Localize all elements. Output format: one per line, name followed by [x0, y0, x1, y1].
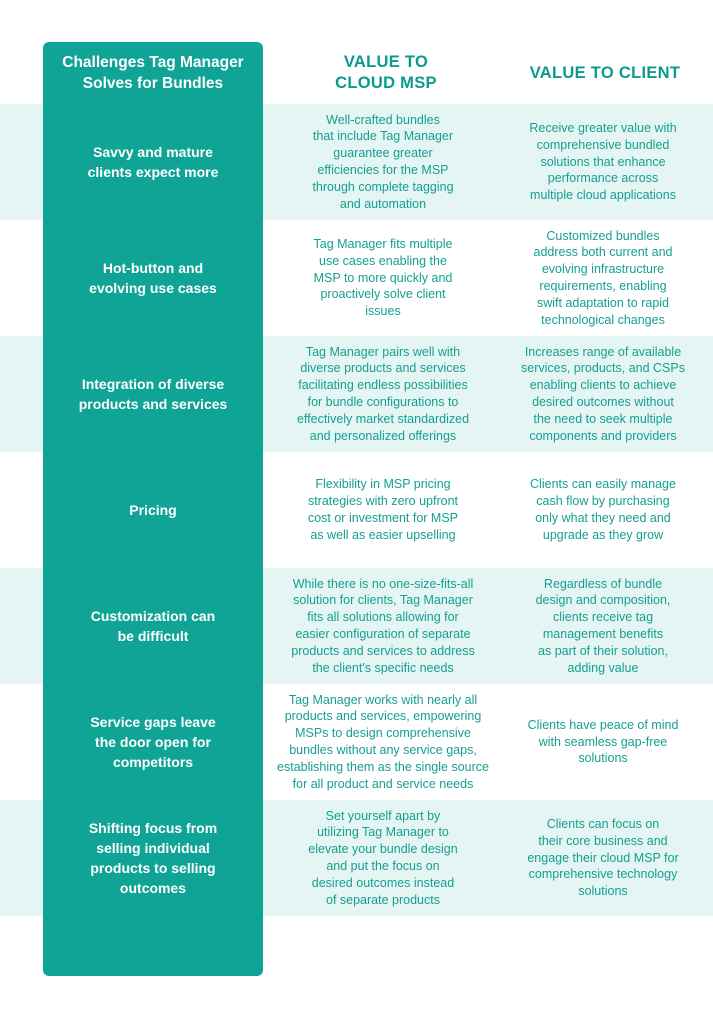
challenge-cell — [43, 336, 263, 452]
header-client-text: VALUE TO CLIENT — [529, 63, 681, 82]
header-challenges — [43, 42, 263, 104]
challenge-text: Shifting focus from selling individual products to selling outcomes — [88, 820, 218, 896]
msp-value-cell — [270, 800, 496, 916]
client-value-cell — [505, 800, 701, 916]
client-value-text: Clients have peace of mind with seamless gap-free solutions — [527, 717, 679, 766]
msp-value-text: Well-crafted bundles that include Tag Manager guarantee greater efficiencies for the MSP through complete tagging and automation — [312, 112, 454, 211]
challenge-text: Integration of diverse products and services — [78, 376, 228, 412]
challenge-text: Hot-button and evolving use cases — [89, 260, 217, 296]
challenge-cell — [43, 220, 263, 336]
challenge-cell — [43, 104, 263, 220]
client-value-cell — [505, 336, 701, 452]
msp-value-cell — [270, 220, 496, 336]
challenge-text: Customization can be difficult — [90, 608, 216, 644]
challenge-cell — [43, 684, 263, 800]
client-value-text: Receive greater value with comprehensive bundled solutions that enhance performance across multiple cloud applications — [529, 121, 677, 203]
msp-value-text: While there is no one-size-fits-all solution for clients, Tag Manager fits all solutions allowing for easier configuration of separate products and services to address the client's specific needs — [291, 576, 475, 675]
msp-value-cell — [270, 568, 496, 684]
challenge-text: Savvy and mature clients expect more — [87, 144, 219, 180]
client-value-text: Regardless of bundle design and composition, clients receive tag management benefits as part of their solution, adding value — [535, 576, 671, 675]
msp-value-text: Tag Manager fits multiple use cases enabling the MSP to more quickly and proactively solve client issues — [313, 237, 453, 319]
client-value-text: Clients can easily manage cash flow by purchasing only what they need and upgrade as they grow — [530, 477, 676, 542]
client-value-text: Clients can focus on their core business and engage their cloud MSP for comprehensive technology solutions — [527, 817, 679, 899]
msp-value-cell — [270, 452, 496, 568]
header-value-to-client — [506, 42, 704, 104]
msp-value-cell — [270, 684, 496, 800]
client-value-cell — [505, 452, 701, 568]
msp-value-text: Tag Manager pairs well with diverse products and services facilitating endless possibilities for bundle configurations to effectively market standardized and personalized offerings — [296, 344, 470, 443]
header-msp-text: VALUE TO CLOUD MSP — [335, 53, 437, 92]
client-value-text: Increases range of available services, products, and CSPs enabling clients to achieve desired outcomes without the need to seek multiple components and providers — [521, 344, 685, 443]
msp-value-cell — [270, 336, 496, 452]
challenge-cell — [43, 568, 263, 684]
msp-value-cell — [270, 104, 496, 220]
client-value-cell — [505, 568, 701, 684]
challenge-text: Pricing — [129, 502, 177, 518]
msp-value-text: Flexibility in MSP pricing strategies with zero upfront cost or investment for MSP as well as easier upselling — [307, 477, 459, 542]
msp-value-text: Tag Manager works with nearly all products and services, empowering MSPs to design comprehensive bundles without any service gaps, establishing them as the single source for all product and service needs — [277, 692, 489, 791]
challenge-cell — [43, 800, 263, 916]
client-value-cell — [505, 220, 701, 336]
challenge-text: Service gaps leave the door open for competitors — [90, 714, 216, 770]
header-value-to-msp — [273, 42, 499, 104]
challenge-cell — [43, 452, 263, 568]
msp-value-text: Set yourself apart by utilizing Tag Manager to elevate your bundle design and put the focus on desired outcomes instead of separate products — [308, 808, 458, 907]
header-challenges-text: Challenges Tag Manager Solves for Bundles — [62, 54, 244, 92]
client-value-text: Customized bundles address both current and evolving infrastructure requirements, enabling swift adaptation to rapid technological changes — [533, 228, 673, 327]
client-value-cell — [505, 684, 701, 800]
client-value-cell — [505, 104, 701, 220]
